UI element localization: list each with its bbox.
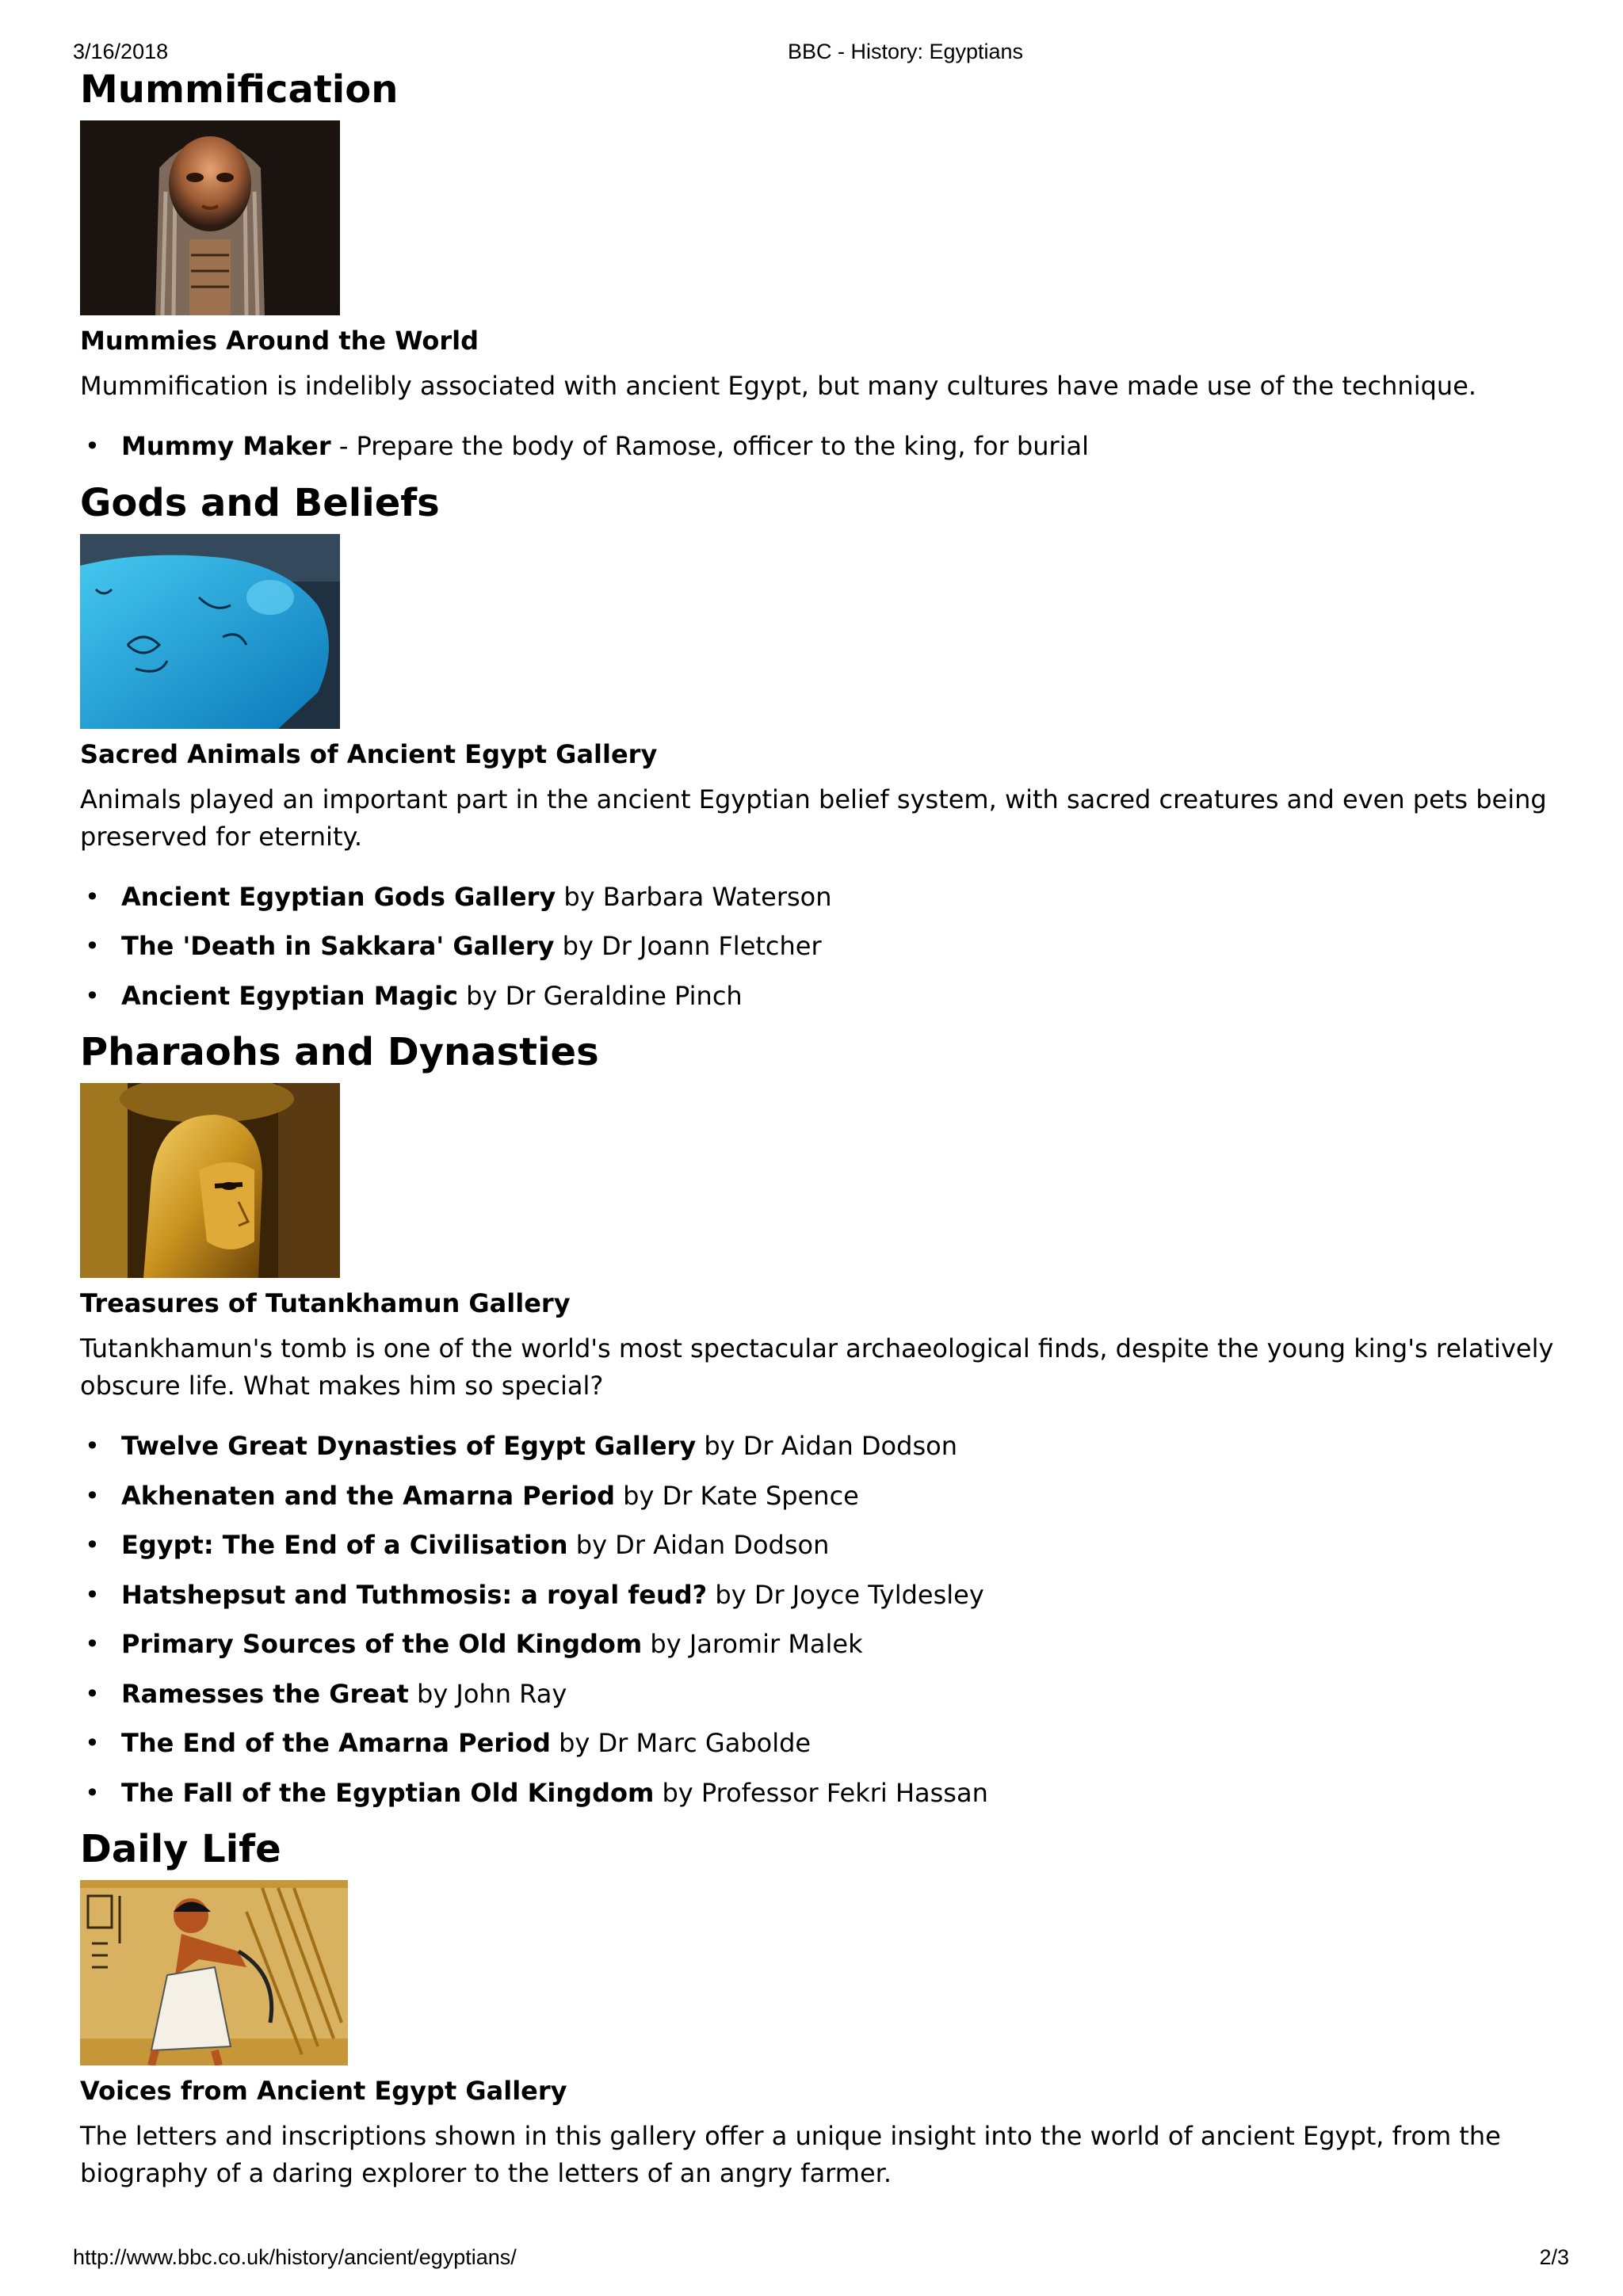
- feature-desc-tutankhamun: Tutankhamun's tomb is one of the world's most spectacular archaeological finds, despite the young king's relatively obscure life. What makes him so special?: [80, 1333, 1554, 1401]
- link-author: by Dr Joann Fletcher: [554, 931, 822, 961]
- list-item: [80, 978, 1562, 1013]
- pharaoh-image[interactable]: [80, 1083, 340, 1278]
- link-author: by Dr Joyce Tyldesley: [707, 1579, 984, 1610]
- section-title-daily-life: Daily Life: [80, 1827, 281, 1871]
- print-page-title: BBC - History: Egyptians: [787, 40, 1024, 63]
- section-pharaohs: [80, 1028, 1562, 1810]
- harvest-painting-icon: [80, 1880, 348, 2065]
- sarcophagus-image[interactable]: [80, 120, 340, 315]
- link-old-kingdom-sources[interactable]: Primary Sources of the Old Kingdom: [121, 1629, 643, 1659]
- link-author: by Barbara Waterson: [556, 881, 832, 912]
- main-content: [80, 65, 1562, 2216]
- link-author: by John Ray: [408, 1678, 567, 1709]
- feature-title-mummies[interactable]: Mummies Around the World: [80, 326, 479, 356]
- hippo-icon: [80, 534, 340, 729]
- link-egyptian-magic[interactable]: Ancient Egyptian Magic: [121, 980, 458, 1011]
- link-description: - Prepare the body of Ramose, officer to the king, for burial: [330, 431, 1090, 461]
- link-list-pharaohs: [80, 1428, 1562, 1810]
- link-author: by Professor Fekri Hassan: [654, 1777, 988, 1808]
- link-author: by Dr Kate Spence: [614, 1480, 859, 1511]
- link-list-mummification: [80, 429, 1562, 463]
- list-item: [80, 1775, 1562, 1810]
- link-author: by Dr Geraldine Pinch: [458, 980, 743, 1011]
- feature-desc-sacred-animals: Animals played an important part in the ancient Egyptian belief system, with sacred creatures and even pets being preserved for eternity.: [80, 784, 1547, 852]
- link-mummy-maker[interactable]: Mummy Maker: [121, 431, 331, 461]
- list-item: [80, 879, 1562, 914]
- section-title-pharaohs: Pharaohs and Dynasties: [80, 1030, 599, 1074]
- section-gods: [80, 479, 1562, 1013]
- link-end-of-amarna[interactable]: The End of the Amarna Period: [121, 1728, 551, 1758]
- link-hatshepsut[interactable]: Hatshepsut and Tuthmosis: a royal feud?: [121, 1579, 708, 1610]
- section-title-gods: Gods and Beliefs: [80, 480, 440, 525]
- golden-pharaoh-icon: [80, 1083, 340, 1278]
- feature-desc-mummies: Mummification is indelibly associated with ancient Egypt, but many cultures have made use of the technique.: [80, 371, 1477, 401]
- print-url: http://www.bbc.co.uk/history/ancient/egyptians/: [73, 2245, 517, 2269]
- link-list-gods: [80, 879, 1562, 1013]
- feature-title-voices[interactable]: Voices from Ancient Egypt Gallery: [80, 2076, 567, 2106]
- link-author: by Dr Aidan Dodson: [567, 1530, 830, 1560]
- feature-desc-voices: The letters and inscriptions shown in this gallery offer a unique insight into the world of ancient Egypt, from the biography of a daring explorer to the letters of an angry farmer.: [80, 2121, 1501, 2188]
- feature-title-sacred-animals[interactable]: Sacred Animals of Ancient Egypt Gallery: [80, 738, 658, 769]
- print-date: 3/16/2018: [73, 40, 169, 63]
- list-item: [80, 1527, 1562, 1562]
- link-fall-of-old-kingdom[interactable]: The Fall of the Egyptian Old Kingdom: [121, 1777, 655, 1808]
- print-page-number: 2/3: [1539, 2245, 1569, 2269]
- link-akhenaten[interactable]: Akhenaten and the Amarna Period: [121, 1480, 615, 1511]
- link-author: by Dr Aidan Dodson: [696, 1431, 957, 1461]
- list-item: [80, 1428, 1562, 1463]
- list-item: [80, 1577, 1562, 1612]
- harvest-image[interactable]: [80, 1880, 348, 2065]
- hippo-image[interactable]: [80, 534, 340, 729]
- section-title-mummification: Mummification: [80, 67, 399, 112]
- list-item: [80, 1726, 1562, 1760]
- link-author: by Dr Marc Gabolde: [550, 1728, 812, 1758]
- link-author: by Jaromir Malek: [642, 1629, 863, 1659]
- section-mummification: [80, 65, 1562, 463]
- link-ramesses[interactable]: Ramesses the Great: [121, 1678, 409, 1709]
- list-item: [80, 1676, 1562, 1711]
- link-end-of-civilisation[interactable]: Egypt: The End of a Civilisation: [121, 1530, 568, 1560]
- feature-title-tutankhamun[interactable]: Treasures of Tutankhamun Gallery: [80, 1288, 571, 1318]
- list-item: [80, 1627, 1562, 1661]
- section-daily-life: [80, 1825, 1562, 2192]
- link-death-in-sakkara[interactable]: The 'Death in Sakkara' Gallery: [121, 931, 555, 961]
- link-twelve-dynasties[interactable]: Twelve Great Dynasties of Egypt Gallery: [121, 1431, 697, 1461]
- list-item: [80, 1478, 1562, 1513]
- list-item: [80, 929, 1562, 963]
- sarcophagus-icon: [80, 120, 340, 315]
- list-item: [80, 429, 1562, 463]
- link-gods-gallery[interactable]: Ancient Egyptian Gods Gallery: [121, 881, 556, 912]
